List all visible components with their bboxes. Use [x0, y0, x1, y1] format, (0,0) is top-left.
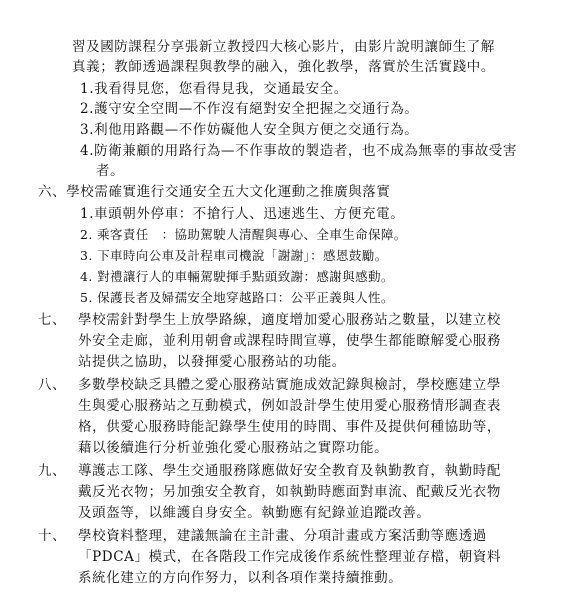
section-marker: 九、	[38, 463, 67, 479]
list-text: 保護長者及婦孺安全地穿越路口：公平正義與人性。	[97, 290, 394, 305]
list-item	[80, 225, 407, 245]
list-number: 3.	[80, 248, 93, 263]
paragraph-line: 及頭盔等，以維護自身安全。執勤應有紀錄並追蹤改善。	[78, 505, 431, 521]
section-marker: 七、	[38, 312, 67, 328]
list-item	[80, 267, 394, 287]
paragraph-line: 「PDCA」模式，在各階段工作完成後作系統性整理並存檔，朝資料	[78, 549, 502, 565]
section-heading	[38, 182, 391, 202]
paragraph-line: 導護志工隊、學生交通服務隊應做好安全教育及執勤教育，執勤時配	[78, 463, 501, 479]
paragraph-line: 生與愛心服務站之互動模式，例如設計學生使用愛心服務情形調查表	[78, 398, 501, 414]
section-marker: 六、	[38, 184, 67, 200]
section-marker: 十、	[38, 528, 67, 544]
paragraph-line: 系統化建立的方向作努力，以利各項作業持續推動。	[78, 570, 403, 586]
paragraph-line: 戴反光衣物；另加強安全教育，如執勤時應面對車流、配戴反光衣物	[78, 484, 501, 500]
list-text: 利他用路觀—不作妨礙他人安全與方便之交通行為。	[94, 122, 419, 138]
paragraph-line: 學校需針對學生上放學路線，適度增加愛心服務站之數量，以建立校	[78, 312, 501, 328]
intro-line-1: 習及國防課程分享張新立教授四大核心影片，由影片說明讓師生了解	[72, 39, 495, 55]
list-item-continuation: 者。	[96, 163, 125, 179]
list-text: 護守安全空間—不作沒有絕對安全把握之交通行為。	[94, 101, 419, 117]
intro-line-2: 真義；教師透過課程與教學的融入，強化教學，落實於生活實踐中。	[72, 59, 495, 75]
paragraph-line: 多數學校缺乏具體之愛心服務站實施成效記錄與檢討，學校應建立學	[78, 377, 501, 393]
list-number: 3.	[80, 122, 95, 138]
list-text: 乘客責任 ：協助駕駛人清醒與專心、全車生命保障。	[97, 227, 407, 242]
list-item	[80, 246, 388, 266]
list-item	[80, 288, 394, 308]
list-text: 車頭朝外停車：不搶行人、迅速逃生、方便充電。	[94, 206, 405, 222]
list-number: 2.	[80, 227, 93, 242]
list-number: 1.	[80, 206, 95, 222]
paragraph-line: 格，供愛心服務時能記錄學生使用的時間、事件及提供何種協助等，	[78, 419, 501, 435]
list-number: 2.	[80, 101, 95, 117]
list-item	[80, 204, 404, 224]
list-text: 對禮讓行人的車輛駕駛揮手點頭致謝：感謝與感動。	[97, 269, 394, 284]
list-number: 5.	[80, 290, 93, 305]
list-item	[80, 120, 418, 140]
list-text: 我看得見您，您看得見我，交通最安全。	[94, 81, 348, 97]
paragraph-line: 學校資料整理，建議無論在主計畫、分項計畫或方案活動等應透過	[78, 528, 487, 544]
paragraph-line: 藉以後續進行分析並強化愛心服務站之實際功能。	[78, 440, 389, 456]
list-item	[80, 79, 348, 99]
list-number: 1.	[80, 81, 95, 97]
paragraph-line: 外安全走廊，並利用朝會或課程時間宣導，使學生都能瞭解愛心服務	[78, 333, 501, 349]
list-text: 防衛兼顧的用路行為—不作事故的製造者，也不成為無辜的事故受害	[94, 143, 518, 159]
list-number: 4.	[80, 143, 95, 159]
section-marker: 八、	[38, 377, 67, 393]
list-item	[80, 141, 517, 161]
section-title: 學校需確實進行交通安全五大文化運動之推廣與落實	[66, 184, 391, 200]
list-number: 4.	[80, 269, 93, 284]
list-text: 下車時向公車及計程車司機說「謝謝」：感恩鼓勵。	[97, 248, 388, 263]
paragraph-line: 站提供之協助，以發揮愛心服務站的功能。	[78, 354, 346, 370]
list-item	[80, 99, 418, 119]
